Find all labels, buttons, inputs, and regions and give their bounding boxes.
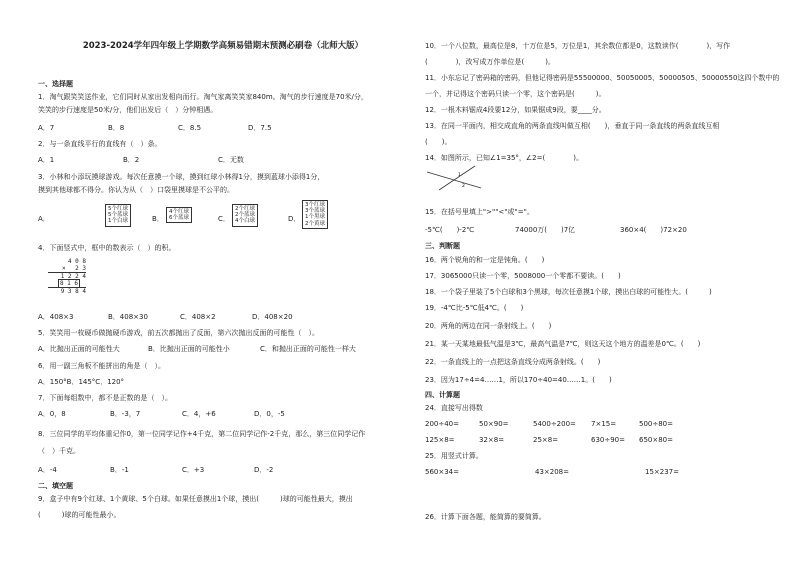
q15-item-3: 360×4( )72×20 bbox=[620, 226, 687, 234]
q5-option-b: B．比抛出正面的可能性小 bbox=[148, 345, 230, 353]
q4-vertical-multiplication bbox=[48, 258, 86, 295]
q8-option-d: D．-2 bbox=[254, 466, 274, 474]
q3-option-d-label: D． bbox=[288, 215, 301, 223]
q24-row2 bbox=[425, 436, 673, 445]
q4-vert-row: 9 3 8 4 bbox=[60, 288, 86, 295]
q13-text-line1: 13．在同一平面内，相交成直角的两条直线叫做互相( )，垂直于同一条直线的两条直线互相 bbox=[425, 122, 720, 130]
q3-d-line: 3个蓝球 bbox=[305, 208, 325, 215]
q4-vert-row-boxed bbox=[48, 280, 86, 288]
q24-item: 200÷40= bbox=[425, 420, 459, 428]
q24-item: 7×15= bbox=[591, 420, 617, 428]
q24-item: 630÷90= bbox=[591, 436, 625, 444]
q25-item: 560×34= bbox=[425, 468, 459, 476]
q3-text-line1: 3．小林和小添玩摸球游戏。每次任意摸一个球，摸到红球小林得1分，摸到蓝球小添得1分， bbox=[38, 173, 325, 181]
q3-option-d-bag bbox=[302, 200, 328, 229]
q8-options bbox=[38, 466, 273, 475]
q4-options bbox=[38, 313, 293, 322]
q24-item: 25×8= bbox=[533, 436, 559, 444]
q24-item: 50×90= bbox=[479, 420, 509, 428]
q1-text-line2: 笑笑的步行速度是50米/分，他们出发后（ ）分钟相遇。 bbox=[38, 106, 218, 114]
q9-text-line2: ( )球的可能性最小。 bbox=[38, 511, 121, 519]
q24-row1 bbox=[425, 420, 673, 429]
q1-text-line1: 1．淘气跟笑笑送作业，它们同时从家出发相向而行。淘气家离笑笑家840m。淘气的步行速度是70米/分， bbox=[38, 93, 368, 101]
q3-option-a-label: A． bbox=[38, 215, 50, 223]
section-choice-heading: 一、选择题 bbox=[38, 80, 73, 88]
q6-options: A．150°B．145°C．120° bbox=[38, 378, 125, 386]
q11-text-line2: 一个，并记得这个密码只读一个零，这个密码是( )。 bbox=[425, 90, 606, 98]
q15-text: 15．在括号里填上">""<"或"="。 bbox=[425, 208, 534, 216]
q3-a-line: 5个蓝球 bbox=[108, 212, 128, 219]
q15-item-2: 74000万( )7亿 bbox=[515, 226, 576, 234]
q1-option-a: A．7 bbox=[38, 124, 55, 132]
q4-text: 4．下面竖式中，框中的数表示（ ）的积。 bbox=[38, 244, 176, 252]
q7-option-c: C．4，+6 bbox=[182, 410, 216, 418]
q1-option-d: D．7.5 bbox=[248, 124, 272, 132]
q8-option-b: B．-1 bbox=[110, 466, 129, 474]
q1-option-b: B．8 bbox=[108, 124, 125, 132]
q3-option-b-bag bbox=[166, 207, 192, 223]
section-judge-heading: 三、判断题 bbox=[425, 242, 460, 250]
q3-option-a-bag bbox=[105, 204, 131, 227]
q3-b-line: 4个红球 bbox=[169, 209, 189, 215]
q4-option-a: A．408×3 bbox=[38, 313, 74, 321]
q15-items bbox=[425, 226, 687, 235]
q14-angle-figure bbox=[425, 162, 485, 194]
q16-text: 16．两个锐角的和一定是钝角。( ) bbox=[425, 256, 545, 264]
q5-option-a: A．比抛出正面的可能性大 bbox=[38, 345, 120, 353]
q8-option-c: C．+3 bbox=[182, 466, 205, 474]
q24-item: 500÷80= bbox=[639, 420, 673, 428]
q2-text: 2．与一条直线平行的直线有（ ）条。 bbox=[38, 140, 162, 148]
q4-highlight-box: 8 1 6 bbox=[59, 280, 78, 287]
q3-a-line: 1个白球 bbox=[108, 218, 128, 225]
q2-option-a: A．1 bbox=[38, 156, 55, 164]
q1-option-c: C．8.5 bbox=[178, 124, 202, 132]
q12-text: 12．一根木料锯成4段要12分，如果锯成9段，要____分。 bbox=[425, 106, 606, 114]
q4-vert-row: 4 0 8 bbox=[67, 258, 86, 265]
q4-option-d: D．408×20 bbox=[252, 313, 293, 321]
q13-text-line2: ( )。 bbox=[425, 138, 452, 146]
q25-items bbox=[425, 468, 679, 477]
q3-b-line: 6个蓝球 bbox=[169, 215, 189, 222]
q19-text: 19．-4℃比-5℃低4℃。( ) bbox=[425, 304, 524, 312]
q6-text: 6．用一副三角板不能拼出的角是（ ）。 bbox=[38, 362, 165, 370]
section-calc-heading: 四、计算题 bbox=[425, 391, 460, 399]
q20-text: 20．两角的两边在同一条射线上。( ) bbox=[425, 322, 552, 330]
q3-text-line2: 摸到其他球都不得分。你认为从（ ）口袋里摸球是不公平的。 bbox=[38, 186, 234, 194]
q21-text: 21．某一天某地最低气温是3℃，最高气温是7℃，则这天这个地方的温差是0℃。( ) bbox=[425, 340, 701, 348]
q3-c-line: 2个蓝球 bbox=[235, 212, 255, 219]
q25-text: 25．用竖式计算。 bbox=[425, 452, 483, 460]
q14-angle2-label: 2 bbox=[462, 184, 465, 189]
q1-options bbox=[38, 124, 272, 133]
q10-text-line2: ( )，改写成万作单位是( )。 bbox=[425, 58, 555, 66]
q3-d-line: 2个黄球 bbox=[305, 220, 325, 227]
q22-text: 22．一条直线上的一点把这条直线分成两条射线。( ) bbox=[425, 358, 601, 366]
q7-option-a: A．0，8 bbox=[38, 410, 66, 418]
q24-item: 5400÷200= bbox=[533, 420, 576, 428]
q17-text: 17．3065000只读一个零，5008000一个零都不要读。( ) bbox=[425, 272, 621, 280]
q25-item: 15×237= bbox=[645, 468, 679, 476]
q5-option-c: C．和抛出正面的可能性一样大 bbox=[260, 345, 356, 353]
q7-text: 7．下面每组数中，都不是正数的是（ ）。 bbox=[38, 394, 172, 402]
section-fill-heading: 二、填空题 bbox=[38, 482, 73, 490]
q2-option-b: B．2 bbox=[123, 156, 140, 164]
q2-option-c: C．无数 bbox=[218, 156, 244, 164]
q24-item: 125×8= bbox=[425, 436, 455, 444]
q4-option-b: B．408×30 bbox=[108, 313, 148, 321]
q3-option-c-label: C． bbox=[218, 215, 230, 223]
q23-text: 23．因为17÷4=4……1，所以170÷40=40……1。( ) bbox=[425, 376, 612, 384]
q26-text: 26．计算下面各题，能简算的要简算。 bbox=[425, 513, 546, 521]
q24-item: 32×8= bbox=[479, 436, 505, 444]
q7-option-b: B．-3，7 bbox=[110, 410, 141, 418]
exam-title: 2023-2024学年四年级上学期数学高频易错期末预测必刷卷（北师大版） bbox=[82, 41, 364, 51]
q5-text: 5．笑笑用一枚硬币做抛硬币游戏，前五次都抛出了反面，第六次抛出反面的可能性（ ）。 bbox=[38, 329, 319, 337]
q8-text-line2: （ ）千克。 bbox=[38, 447, 80, 455]
q4-vert-row: 1 2 2 4 bbox=[60, 273, 86, 280]
q4-option-c: C．408×2 bbox=[180, 313, 216, 321]
q7-options bbox=[38, 410, 285, 419]
q3-c-line: 2个红球 bbox=[235, 206, 255, 212]
q24-item: 650×80= bbox=[639, 436, 673, 444]
q15-item-1: -5℃( )-2℃ bbox=[425, 226, 475, 234]
q4-vert-row: × 2 3 bbox=[48, 265, 86, 273]
q8-option-a: A．-4 bbox=[38, 466, 57, 474]
q3-option-c-bag bbox=[232, 204, 258, 227]
q7-option-d: D．0，-5 bbox=[254, 410, 285, 418]
q3-option-b-label: B． bbox=[152, 215, 164, 223]
q14-text: 14．如图所示，已知∠1=35°，∠2=( )。 bbox=[425, 154, 583, 162]
q10-text-line1: 10．一个八位数，最高位是8，十万位是5，万位是1，其余数位都是0，这数读作( )，写作 bbox=[425, 42, 731, 50]
q3-d-line: 1个黑球 bbox=[305, 214, 325, 221]
q18-text: 18．一个袋子里装了5个白球和3个黑球，每次任意摸1个球，摸出白球的可能性大。( ) bbox=[425, 288, 712, 296]
q24-text: 24．直接写出得数 bbox=[425, 404, 483, 412]
q11-text-line1: 11．小东忘记了密码箱的密码，但他记得密码是55500000、50050005、50000505、50000550这四个数中的 bbox=[425, 74, 780, 82]
q3-a-line: 5个红球 bbox=[108, 206, 128, 212]
q9-text-line1: 9．盒子中有9个红球、1个黄球、5个白球。如果任意摸出1个球，摸出( )球的可能性最大，摸出 bbox=[38, 495, 353, 503]
q3-c-line: 4个白球 bbox=[235, 218, 255, 225]
q8-text-line1: 8．三位同学的平均体重记作0，第一位同学记作+4千克，第二位同学记作-2千克，那么，第三位同学记作 bbox=[38, 430, 366, 438]
q14-line-b bbox=[439, 166, 475, 190]
q14-angle1-label: 1 bbox=[458, 173, 461, 178]
q5-options bbox=[38, 345, 356, 354]
q25-item: 43×208= bbox=[535, 468, 569, 476]
q3-d-line: 3个红球 bbox=[305, 202, 325, 208]
q2-options bbox=[38, 156, 244, 165]
